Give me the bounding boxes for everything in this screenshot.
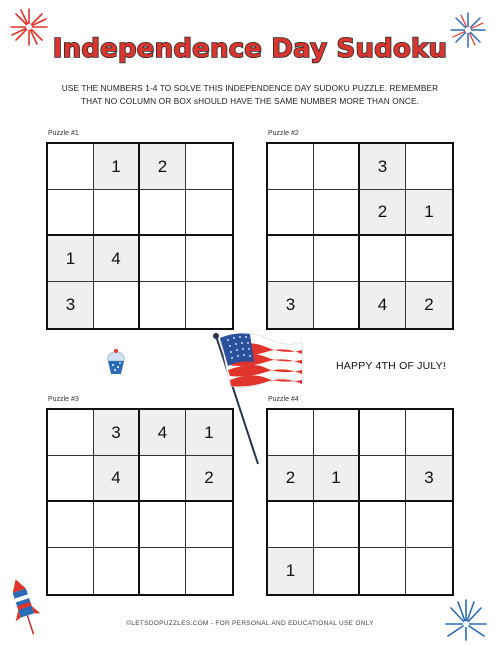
sudoku-cell: 3 (360, 144, 406, 190)
sudoku-cell: 2 (186, 456, 232, 502)
sudoku-cell[interactable] (140, 548, 186, 594)
sudoku-cell[interactable] (406, 410, 452, 456)
sudoku-cell[interactable] (140, 190, 186, 236)
sudoku-cell: 4 (360, 282, 406, 328)
sudoku-cell[interactable] (406, 144, 452, 190)
sudoku-cell[interactable] (186, 282, 232, 328)
sudoku-cell: 4 (94, 236, 140, 282)
sudoku-cell: 2 (360, 190, 406, 236)
puzzle-label: Puzzle #2 (268, 130, 299, 137)
sudoku-cell[interactable] (140, 236, 186, 282)
sudoku-cell[interactable] (360, 548, 406, 594)
sudoku-cell: 1 (186, 410, 232, 456)
sudoku-cell[interactable] (406, 502, 452, 548)
sudoku-cell[interactable] (140, 456, 186, 502)
puzzle-label: Puzzle #3 (48, 396, 79, 403)
sudoku-cell[interactable] (186, 502, 232, 548)
sudoku-cell: 1 (406, 190, 452, 236)
sudoku-cell[interactable] (140, 282, 186, 328)
sudoku-grid (46, 408, 234, 596)
sudoku-cell[interactable] (186, 190, 232, 236)
sudoku-cell[interactable] (48, 502, 94, 548)
sudoku-cell[interactable] (360, 502, 406, 548)
instructions: USE THE NUMBERS 1-4 TO SOLVE THIS INDEPENDENCE DAY SUDOKU PUZZLE. REMEMBER THAT NO COLUMN OR BOX sHOULD HAVE THE SAME NUMBER MORE THAN ONCE. (61, 83, 439, 106)
sudoku-cell[interactable] (186, 144, 232, 190)
sudoku-cell[interactable] (406, 236, 452, 282)
puzzle-label: Puzzle #4 (268, 396, 299, 403)
sudoku-cell[interactable] (94, 548, 140, 594)
greeting-text: HAPPY 4TH OF JULY! (336, 360, 446, 372)
sudoku-cell[interactable] (314, 236, 360, 282)
sudoku-cell[interactable] (94, 502, 140, 548)
sudoku-cell[interactable] (314, 144, 360, 190)
sudoku-grid (266, 142, 454, 330)
sudoku-cell: 3 (94, 410, 140, 456)
sudoku-cell: 1 (94, 144, 140, 190)
sudoku-cell[interactable] (360, 236, 406, 282)
firework-icon (440, 594, 492, 642)
sudoku-cell[interactable] (268, 236, 314, 282)
sudoku-cell[interactable] (268, 144, 314, 190)
sudoku-cell[interactable] (48, 548, 94, 594)
sudoku-cell[interactable] (314, 410, 360, 456)
sudoku-cell[interactable] (268, 410, 314, 456)
sudoku-cell: 3 (406, 456, 452, 502)
sudoku-cell[interactable] (314, 548, 360, 594)
sudoku-cell: 4 (94, 456, 140, 502)
sudoku-cell: 2 (268, 456, 314, 502)
sudoku-cell[interactable] (140, 502, 186, 548)
sudoku-cell[interactable] (406, 548, 452, 594)
sudoku-cell[interactable] (48, 144, 94, 190)
sudoku-grid (266, 408, 454, 596)
sudoku-grid (46, 142, 234, 330)
puzzle-label: Puzzle #1 (48, 130, 79, 137)
sudoku-cell[interactable] (360, 456, 406, 502)
footer-text: ©LETSDOPUZZLES.COM - FOR PERSONAL AND EDUCATIONAL USE ONLY (126, 620, 374, 627)
sudoku-cell: 1 (314, 456, 360, 502)
sudoku-cell[interactable] (314, 502, 360, 548)
sudoku-cell[interactable] (314, 282, 360, 328)
sudoku-cell[interactable] (48, 190, 94, 236)
page-title: Independence Day Sudoku (52, 34, 448, 64)
sudoku-cell: 2 (406, 282, 452, 328)
sudoku-cell[interactable] (94, 282, 140, 328)
sudoku-cell[interactable] (94, 190, 140, 236)
sudoku-cell[interactable] (268, 502, 314, 548)
sudoku-cell[interactable] (48, 410, 94, 456)
sudoku-cell[interactable] (186, 548, 232, 594)
sudoku-cell: 3 (48, 282, 94, 328)
sudoku-cell: 2 (140, 144, 186, 190)
sudoku-cell[interactable] (360, 410, 406, 456)
sudoku-cell: 4 (140, 410, 186, 456)
rocket-icon (6, 572, 42, 638)
sudoku-cell[interactable] (48, 456, 94, 502)
sudoku-cell: 3 (268, 282, 314, 328)
sudoku-cell[interactable] (186, 236, 232, 282)
sudoku-cell[interactable] (314, 190, 360, 236)
sudoku-cell[interactable] (268, 190, 314, 236)
sudoku-cell: 1 (48, 236, 94, 282)
sudoku-cell: 1 (268, 548, 314, 594)
cupcake-icon (104, 348, 128, 376)
